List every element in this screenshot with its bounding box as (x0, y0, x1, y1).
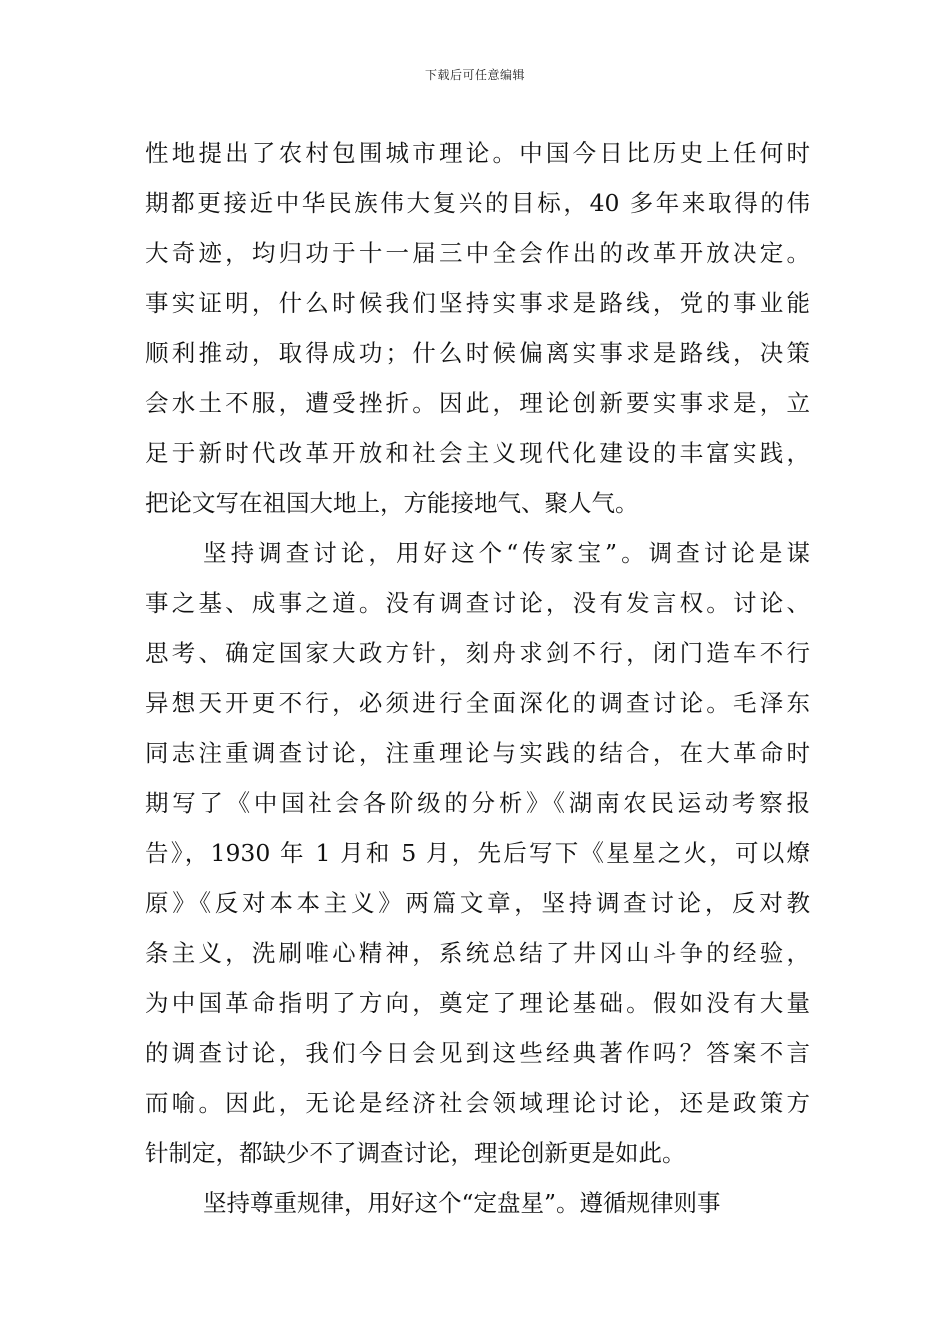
text-line: 期写了《中国社会各阶级的分析》《湖南农民运动考察报 (145, 789, 810, 817)
text-line: 顺利推动，取得成功；什么时候偏离实事求是路线，决策 (145, 339, 810, 367)
download-note: 下载后可任意编辑 (424, 68, 525, 82)
text-line: 条主义，洗刷唯心精神，系统总结了井冈山斗争的经验， (145, 939, 810, 967)
text-line: 思考、确定国家大政方针，刻舟求剑不行，闭门造车不行 (145, 639, 810, 667)
paragraph-start-line: 坚持调查讨论，用好这个“传家宝”。调查讨论是谋 (203, 539, 810, 567)
text-line: 为中国革命指明了方向，奠定了理论基础。假如没有大量 (145, 989, 810, 1017)
text-line: 大奇迹，均归功于十一届三中全会作出的改革开放决定。 (145, 239, 810, 267)
text-line: 事之基、成事之道。没有调查讨论，没有发言权。讨论、 (145, 589, 810, 617)
paragraph-start-line: 坚持尊重规律，用好这个“定盘星”。遵循规律则事 (203, 1189, 721, 1217)
text-line: 同志注重调查讨论，注重理论与实践的结合，在大革命时 (145, 739, 810, 767)
text-line: 针制定，都缺少不了调查讨论，理论创新更是如此。 (145, 1139, 686, 1167)
text-line: 的调查讨论，我们今日会见到这些经典著作吗？答案不言 (145, 1039, 810, 1067)
text-line: 性地提出了农村包围城市理论。中国今日比历史上任何时 (145, 139, 810, 167)
text-line: 把论文写在祖国大地上，方能接地气、聚人气。 (145, 489, 639, 517)
text-line: 原》《反对本本主义》两篇文章，坚持调查讨论，反对教 (145, 889, 810, 917)
text-line: 事实证明，什么时候我们坚持实事求是路线，党的事业能 (145, 289, 810, 317)
body-text (145, 128, 810, 1228)
text-line: 会水土不服，遭受挫折。因此，理论创新要实事求是，立 (145, 389, 810, 417)
text-line: 而喻。因此，无论是经济社会领域理论讨论，还是政策方 (145, 1089, 810, 1117)
text-line: 告》，1930 年 1 月和 5 月，先后写下《星星之火，可以燎 (145, 839, 810, 867)
text-line: 足于新时代改革开放和社会主义现代化建设的丰富实践， (145, 439, 810, 467)
text-line: 异想天开更不行，必须进行全面深化的调查讨论。毛泽东 (145, 689, 810, 717)
text-line: 期都更接近中华民族伟大复兴的目标，40 多年来取得的伟 (145, 189, 810, 217)
